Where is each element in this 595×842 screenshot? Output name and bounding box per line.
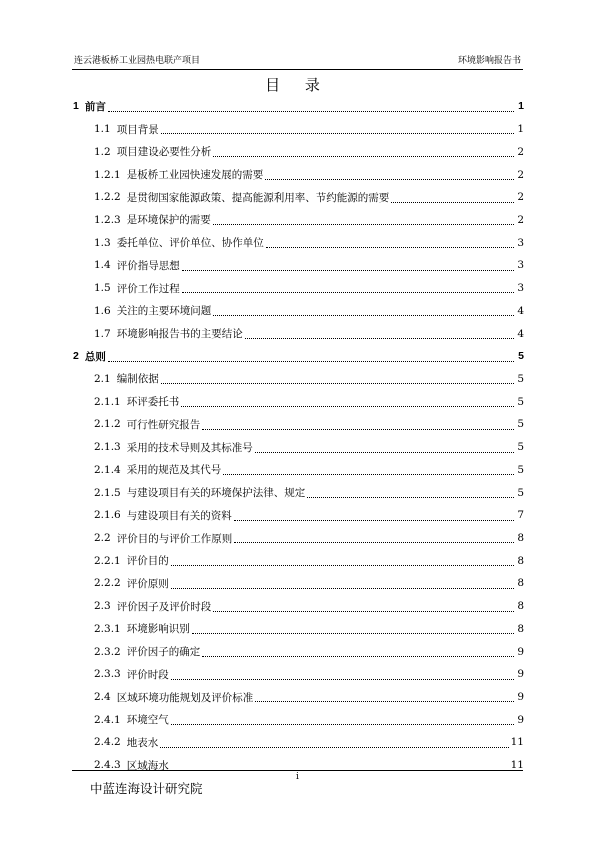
toc-entry-page: 11 <box>510 759 524 772</box>
toc-title: 目 录 <box>265 76 330 94</box>
toc-entry-title: 评价工作过程 <box>116 282 180 295</box>
toc-entry-title: 编制依据 <box>116 373 159 386</box>
toc-dot-leader <box>108 103 514 112</box>
toc-entry-number: 1.1 <box>94 123 111 136</box>
toc-entry[interactable] <box>72 163 524 186</box>
toc-entry[interactable] <box>72 686 524 709</box>
toc-dot-leader <box>181 398 514 407</box>
toc-dot-leader <box>171 671 514 680</box>
toc-entry-title: 评价时段 <box>126 668 169 681</box>
toc-entry-number: 1.3 <box>94 236 111 249</box>
page-number: i <box>296 772 299 782</box>
toc-entry[interactable] <box>72 254 524 277</box>
toc-dot-leader <box>171 716 514 725</box>
toc-entry-page: 5 <box>517 372 524 385</box>
toc-dot-leader <box>182 284 514 293</box>
toc-entry-number: 2.4.1 <box>94 713 121 726</box>
toc-entry-page: 9 <box>517 691 524 704</box>
toc-dot-leader <box>161 375 514 384</box>
toc-entry[interactable] <box>72 209 524 232</box>
toc-entry-title: 与建设项目有关的资料 <box>126 509 232 522</box>
toc-dot-leader <box>213 148 514 157</box>
toc-entry-title: 评价原则 <box>126 577 169 590</box>
toc-dot-leader <box>223 466 514 475</box>
toc-entry[interactable] <box>72 436 524 459</box>
toc-entry-page: 8 <box>517 622 524 635</box>
toc-entry-page: 11 <box>510 736 524 749</box>
toc-entry-number: 1 <box>73 100 79 113</box>
toc-dot-leader <box>202 421 514 430</box>
toc-entry-page: 7 <box>517 509 524 522</box>
toc-entry-page: 3 <box>517 259 524 272</box>
toc-entry-number: 2.3 <box>94 600 111 613</box>
toc-entry[interactable] <box>72 731 524 754</box>
toc-entry-page: 5 <box>517 463 524 476</box>
toc-entry-page: 8 <box>517 532 524 545</box>
toc-dot-leader <box>265 171 514 180</box>
toc-entry-page: 9 <box>517 713 524 726</box>
toc-entry[interactable] <box>72 572 524 595</box>
toc-entry[interactable] <box>72 413 524 436</box>
toc-entry[interactable] <box>72 368 524 391</box>
toc-entry-title: 总则 <box>84 350 106 363</box>
toc-entry-number: 2.2 <box>94 532 111 545</box>
toc-entry-number: 2.2.2 <box>94 577 121 590</box>
toc-dot-leader <box>255 693 514 702</box>
toc-entry-title: 采用的技术导则及其标准号 <box>126 441 253 454</box>
toc-entry-page: 2 <box>517 168 524 181</box>
toc-entry-number: 1.5 <box>94 282 111 295</box>
toc-entry-number: 2.1.2 <box>94 418 121 431</box>
toc-entry[interactable] <box>72 481 524 504</box>
toc-entry-number: 2.4.2 <box>94 736 121 749</box>
toc-entry-page: 2 <box>517 213 524 226</box>
toc-entry-page: 9 <box>517 645 524 658</box>
toc-entry[interactable] <box>72 663 524 686</box>
toc-entry-title: 项目背景 <box>116 123 159 136</box>
toc-entry-number: 2.3.2 <box>94 645 121 658</box>
toc-entry[interactable] <box>72 140 524 163</box>
toc-entry-title: 可行性研究报告 <box>126 418 201 431</box>
toc-entry-page: 4 <box>517 327 524 340</box>
toc-entry-page: 3 <box>517 236 524 249</box>
toc-entry-title: 与建设项目有关的环境保护法律、规定 <box>126 487 306 500</box>
toc-dot-leader <box>192 625 514 634</box>
toc-entry-page: 5 <box>517 441 524 454</box>
toc-entry-title: 项目建设必要性分析 <box>116 146 212 159</box>
toc-entry-number: 2.4.3 <box>94 759 121 772</box>
toc-entry-title: 区域海水 <box>126 759 169 772</box>
page-header <box>72 55 523 70</box>
toc-entry[interactable] <box>72 95 524 118</box>
toc-entry-page: 1 <box>518 100 524 113</box>
toc-dot-leader <box>213 603 514 612</box>
toc-entry-page: 2 <box>517 145 524 158</box>
toc-entry-title: 评价目的与评价工作原则 <box>116 532 233 545</box>
toc-entry-title: 环境空气 <box>126 714 169 727</box>
toc-dot-leader <box>213 307 514 316</box>
toc-dot-leader <box>182 262 514 271</box>
toc-entry-page: 8 <box>517 577 524 590</box>
toc-dot-leader <box>234 512 514 521</box>
toc-entry-number: 2.2.1 <box>94 554 121 567</box>
toc-entry[interactable] <box>72 549 524 572</box>
toc-entry[interactable] <box>72 640 524 663</box>
toc-entry-title: 关注的主要环境问题 <box>116 305 212 318</box>
toc-entry[interactable] <box>72 231 524 254</box>
toc-dot-leader <box>213 216 514 225</box>
toc-entry-title: 是板桥工业园快速发展的需要 <box>126 169 264 182</box>
toc-entry-number: 2.1.5 <box>94 486 121 499</box>
toc-entry[interactable] <box>72 708 524 731</box>
toc-entry-title: 环评委托书 <box>126 396 180 409</box>
toc-dot-leader <box>160 739 508 748</box>
toc-entry-page: 1 <box>517 123 524 136</box>
toc-entry-page: 3 <box>517 282 524 295</box>
toc-entry-page: 5 <box>517 418 524 431</box>
toc-entry-number: 2.1 <box>94 372 111 385</box>
toc-entry-title: 是贯彻国家能源政策、提高能源利用率、节约能源的需要 <box>126 191 390 204</box>
toc-dot-leader <box>307 489 514 498</box>
toc-dot-leader <box>202 648 514 657</box>
toc-entry-number: 2.1.4 <box>94 463 121 476</box>
toc-entry-title: 评价指导思想 <box>116 259 180 272</box>
toc-entry-title: 评价因子的确定 <box>126 646 201 659</box>
toc-entry-title: 委托单位、评价单位、协作单位 <box>116 237 264 250</box>
toc-entry-title: 是环境保护的需要 <box>126 214 211 227</box>
toc-entry[interactable] <box>72 345 524 368</box>
toc-entry-number: 1.2.1 <box>94 168 121 181</box>
toc-entry[interactable] <box>72 277 524 300</box>
toc-dot-leader <box>161 125 514 134</box>
toc-entry-number: 1.7 <box>94 327 111 340</box>
toc-entry-number: 2.3.3 <box>94 668 121 681</box>
toc-entry[interactable] <box>72 299 524 322</box>
toc-dot-leader <box>255 444 514 453</box>
footer-divider <box>72 770 523 771</box>
toc-entry-title: 评价因子及评价时段 <box>116 600 212 613</box>
toc-dot-leader <box>108 353 514 362</box>
toc-dot-leader <box>171 580 514 589</box>
toc-entry-title: 采用的规范及其代号 <box>126 464 222 477</box>
toc-entry[interactable] <box>72 186 524 209</box>
toc-entry-number: 2 <box>73 350 79 363</box>
toc-dot-leader <box>245 330 514 339</box>
toc-entry-page: 8 <box>517 600 524 613</box>
toc-entry-number: 1.2 <box>94 145 111 158</box>
toc-dot-leader <box>234 534 514 543</box>
toc-entry[interactable] <box>72 504 524 527</box>
toc-entry[interactable] <box>72 322 524 345</box>
toc-entry-page: 5 <box>517 395 524 408</box>
toc-entry[interactable] <box>72 118 524 141</box>
toc-entry-number: 1.2.2 <box>94 191 121 204</box>
toc-entry-title: 前言 <box>84 100 106 113</box>
toc-entry-title: 地表水 <box>126 736 159 749</box>
toc-entry-number: 1.2.3 <box>94 213 121 226</box>
toc-entry[interactable] <box>72 595 524 618</box>
toc-entry-number: 2.1.1 <box>94 395 121 408</box>
toc-entry[interactable] <box>72 618 524 641</box>
toc-entry[interactable] <box>72 390 524 413</box>
header-document-type: 环境影响报告书 <box>457 56 521 66</box>
toc-dot-leader <box>266 239 514 248</box>
toc-entry-page: 2 <box>517 191 524 204</box>
header-project-title: 连云港板桥工业园热电联产项目 <box>74 56 201 66</box>
toc-entry-title: 评价目的 <box>126 555 169 568</box>
toc-entry-number: 1.6 <box>94 304 111 317</box>
toc-entry-number: 2.3.1 <box>94 622 121 635</box>
toc-entry[interactable] <box>72 527 524 550</box>
toc-entry-number: 2.1.6 <box>94 509 121 522</box>
toc-entry-number: 2.4 <box>94 691 111 704</box>
toc-dot-leader <box>391 194 514 203</box>
toc-entry[interactable] <box>72 459 524 482</box>
footer-organization: 中蓝连海设计研究院 <box>90 781 203 796</box>
toc-entry-title: 环境影响报告书的主要结论 <box>116 328 243 341</box>
toc-entry-page: 4 <box>517 304 524 317</box>
toc-entry-number: 1.4 <box>94 259 111 272</box>
toc-entry-title: 环境影响识别 <box>126 623 190 636</box>
table-of-contents <box>72 95 524 777</box>
toc-entry-title: 区域环境功能规划及评价标准 <box>116 691 254 704</box>
toc-entry-number: 2.1.3 <box>94 441 121 454</box>
toc-entry-page: 5 <box>517 486 524 499</box>
toc-dot-leader <box>171 557 514 566</box>
toc-entry-page: 9 <box>517 668 524 681</box>
toc-entry-page: 5 <box>518 350 524 363</box>
toc-entry-page: 8 <box>517 554 524 567</box>
